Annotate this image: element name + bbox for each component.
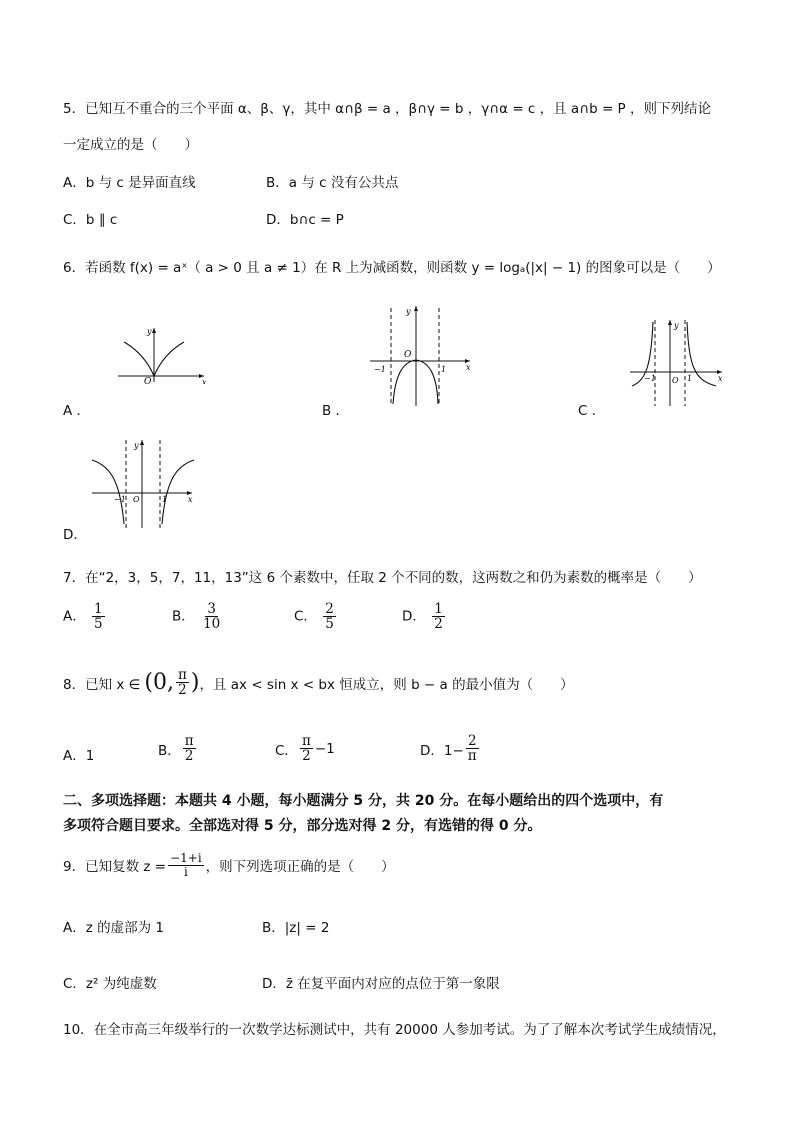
- q9-fraction: [168, 852, 204, 878]
- q8-stem-pre: 8．已知 x ∈: [63, 676, 141, 693]
- q6-graph-d: [88, 436, 198, 530]
- q8-interval-num: π: [178, 667, 187, 683]
- q8-option-b-label: B．: [158, 742, 181, 759]
- graph-d-x-label: x: [188, 495, 193, 504]
- q7-option-b-label: B．: [172, 608, 195, 625]
- q5-stem-line2: 一定成立的是（ ）: [63, 137, 198, 153]
- section2-heading-line1: 二、多项选择题：本题共 4 小题，每小题满分 5 分，共 20 分。在每小题给出的四个选项中，有: [63, 793, 664, 809]
- q5-option-d: D．b∩c = P: [266, 212, 344, 228]
- q6-label-d: D．: [63, 527, 87, 543]
- graph-d-y-label: y: [134, 441, 139, 450]
- q6-graph-b: [366, 300, 474, 408]
- graph-b-tick-neg1: −1: [374, 365, 386, 374]
- q9-stem-post: ，则下列选项正确的是（ ）: [205, 859, 395, 876]
- q6-graph-c: [626, 316, 726, 408]
- q8-interval-open: (0,: [144, 670, 174, 696]
- q9-option-d: D．z̄ 在复平面内对应的点位于第一象限: [262, 976, 500, 992]
- graph-d-tick-neg1: −1: [114, 495, 126, 504]
- q8-stem: [63, 668, 574, 697]
- q6-graph-a: [114, 322, 210, 384]
- q8-option-a: A．1: [63, 748, 95, 764]
- q8-option-d-num: 2: [467, 733, 477, 749]
- q9-option-c: C．z² 为纯虚数: [63, 976, 157, 992]
- q7-option-d-num: 1: [434, 601, 443, 617]
- q8-option-d-fraction: [466, 734, 479, 763]
- q7-stem: 7．在“2，3，5，7，11，13”这 6 个素数中，任取 2 个不同的数，这两数之和仍为素数的概率是（ ）: [63, 570, 702, 586]
- q6-label-b: B ．: [322, 403, 350, 419]
- q7-option-c-den: 5: [325, 616, 334, 633]
- graph-b-tick-1: 1: [441, 365, 447, 374]
- graph-c-tick-1: 1: [687, 374, 693, 383]
- q8-option-c-den: 2: [302, 748, 311, 765]
- q7-option-d-label: D．: [402, 608, 426, 625]
- q7-option-b-den: 10: [203, 616, 221, 633]
- q8-option-c-num: π: [301, 733, 311, 749]
- q7-option-c-label: C．: [294, 608, 317, 625]
- q7-option-a-den: 5: [94, 616, 103, 633]
- q5-option-c: C．b ∥ c: [63, 212, 118, 228]
- graph-c-y-label: y: [674, 321, 679, 330]
- q8-option-b: [158, 734, 198, 763]
- q7-option-d: [402, 602, 447, 631]
- q7-option-a-num: 1: [94, 601, 103, 617]
- q9-stem: [63, 852, 395, 878]
- q8-option-b-den: 2: [184, 748, 194, 765]
- q6-label-a: A ．: [63, 403, 91, 419]
- graph-b-y-label: y: [406, 307, 411, 316]
- q8-option-c-label: C．: [275, 742, 298, 759]
- q7-option-c: [294, 602, 338, 631]
- q8-option-d-label: D．1−: [420, 742, 464, 759]
- q7-option-a: [63, 602, 107, 631]
- q9-fraction-num: −1+i: [170, 851, 202, 865]
- q7-option-b: [172, 602, 224, 631]
- q8-option-c-tail: −1: [314, 740, 335, 757]
- q9-option-a: A．z 的虚部为 1: [63, 920, 164, 936]
- q5-option-a: A．b 与 c 是异面直线: [63, 175, 196, 191]
- q7-option-a-label: A．: [63, 608, 86, 625]
- graph-c-origin: O: [672, 376, 679, 385]
- graph-a-x-label: x: [202, 378, 207, 384]
- q8-stem-post: ，且 ax < sin x < bx 恒成立，则 b − a 的最小值为（ ）: [199, 676, 574, 693]
- graph-c-tick-neg1: −1: [644, 374, 656, 383]
- q8-option-d-den: π: [467, 748, 477, 765]
- graph-c-x-label: x: [718, 374, 723, 383]
- q8-interval-fraction: [176, 668, 189, 697]
- graph-a-origin: O: [144, 377, 152, 384]
- q8-option-c: [275, 734, 335, 763]
- q8-option-d: [420, 734, 481, 763]
- q10-stem: 10．在全市高三年级举行的一次数学达标测试中，共有 20000 人参加考试。为了了解本次考试学生成绩情况，: [63, 1022, 726, 1038]
- q7-option-b-fraction: [201, 602, 222, 631]
- q7-option-c-num: 2: [325, 601, 334, 617]
- q6-label-c: C ．: [578, 403, 606, 419]
- graph-d-tick-1: 1: [162, 495, 168, 504]
- q7-option-c-fraction: [323, 602, 336, 631]
- q8-interval-den: 2: [178, 682, 187, 699]
- q8-option-b-num: π: [184, 733, 194, 749]
- q7-option-b-num: 3: [207, 601, 216, 617]
- q8-option-b-fraction: [183, 734, 196, 763]
- q8-interval-close: ): [190, 670, 200, 696]
- graph-a-y-label: y: [147, 327, 152, 336]
- section2-heading-line2: 多项符合题目要求。全部选对得 5 分，部分选对得 2 分，有选错的得 0 分。: [63, 818, 542, 834]
- q9-option-b: B．|z| = 2: [262, 920, 330, 936]
- graph-b-x-label: x: [466, 363, 471, 372]
- q7-option-d-fraction: [432, 602, 445, 631]
- graph-d-origin: O: [133, 495, 140, 504]
- q5-option-b: B．a 与 c 没有公共点: [266, 175, 399, 191]
- q7-option-a-fraction: [92, 602, 105, 631]
- q9-stem-pre: 9．已知复数 z =: [63, 859, 167, 876]
- graph-b-origin: O: [404, 350, 412, 360]
- q9-fraction-den: i: [183, 864, 188, 879]
- q7-option-d-den: 2: [434, 616, 443, 633]
- q6-stem: 6．若函数 f(x) = aˣ（ a > 0 且 a ≠ 1）在 R 上为减函数，则函数 y = logₐ(|x| − 1) 的图象可以是（ ）: [63, 260, 721, 276]
- q8-option-c-fraction: [300, 734, 313, 763]
- q5-stem-line1: 5．已知互不重合的三个平面 α、β、γ，其中 α∩β = a ，β∩γ = b ，γ∩α = c ，且 a∩b = P ，则下列结论: [63, 101, 711, 117]
